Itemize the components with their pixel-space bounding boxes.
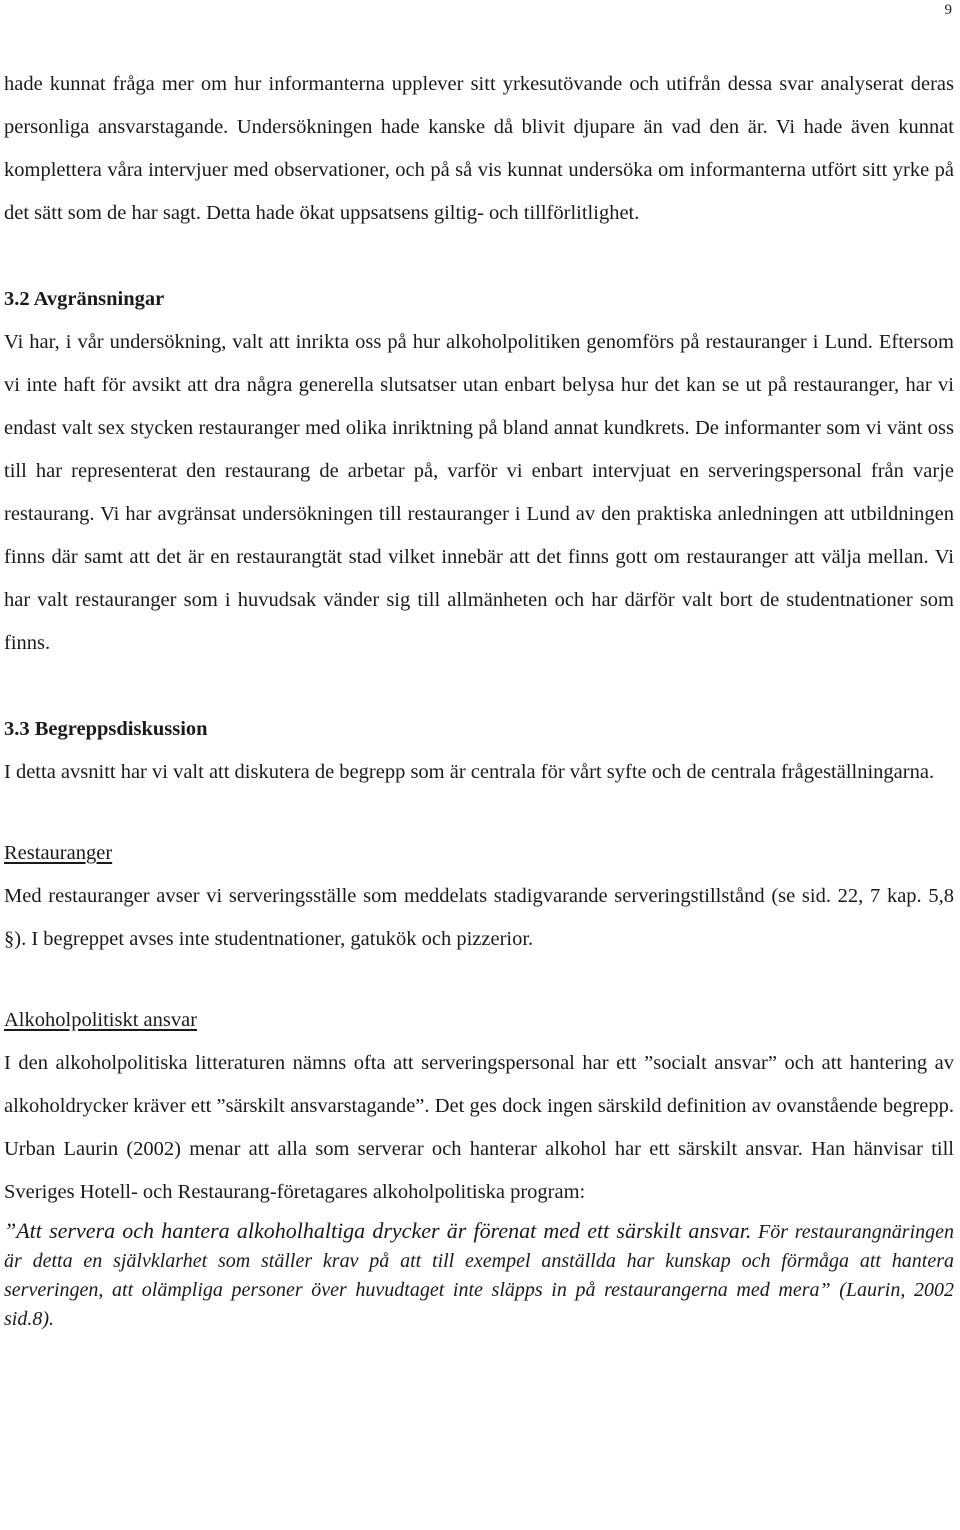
quote-rest: För restaurangnäringen är detta en självklarhet som ställer krav på att till exempel anställda har kunskap och förmåga att hantera serveringen, att olämpliga personer över huvudtaget inte släpps in på restaurangerna med mera” (Laurin, 2002 sid.8). xyxy=(4,1221,954,1330)
page-content xyxy=(4,63,954,1334)
term-restauranger xyxy=(4,832,954,961)
block-quote xyxy=(4,1216,954,1334)
intro-paragraph: hade kunnat fråga mer om hur informanterna upplever sitt yrkesutövande och utifrån dessa svar analyserat deras personliga ansvarstagande. Undersökningen hade kanske då blivit djupare än vad den är. Vi hade även kunnat komplettera våra intervjuer med observationer, och på så vis kunnat undersöka om informanterna utfört sitt yrke på det sätt som de har sagt. Detta hade ökat uppsatsens giltig- och tillförlitlighet. xyxy=(4,73,954,224)
section-paragraph-begreppsdiskussion: I detta avsnitt har vi valt att diskutera de begrepp som är centrala för vårt syfte och de centrala frågeställningarna. xyxy=(4,761,935,783)
section-begreppsdiskussion xyxy=(4,708,954,794)
term-paragraph-alkoholpolitiskt-ansvar: I den alkoholpolitiska litteraturen nämns ofta att serveringspersonal har ett ”socialt ansvar” och att hantering av alkoholdrycker kräver ett ”särskilt ansvarstagande”. Det ges dock ingen särskild definition av ovanstående begrepp. Urban Laurin (2002) menar att alla som serverar och hanterar alkohol har ett särskilt ansvar. Han hänvisar till Sveriges Hotell- och Restaurang-företagares alkoholpolitiska program: xyxy=(4,1052,954,1203)
section-heading-avgransningar: 3.2 Avgränsningar xyxy=(4,288,165,310)
term-title-alkoholpolitiskt-ansvar: Alkoholpolitiskt ansvar xyxy=(4,1009,198,1031)
page-number: 9 xyxy=(944,2,952,18)
section-avgransningar xyxy=(4,278,954,665)
term-alkoholpolitiskt-ansvar xyxy=(4,999,954,1334)
quote-lead: ”Att servera och hantera alkoholhaltiga drycker är förenat med ett särskilt ansvar. xyxy=(4,1218,752,1243)
term-title-restauranger: Restauranger xyxy=(4,842,113,864)
term-paragraph-restauranger: Med restauranger avser vi serveringsställe som meddelats stadigvarande serveringstillstånd (se sid. 22, 7 kap. 5,8 §). I begreppet avses inte studentnationer, gatukök och pizzerior. xyxy=(4,885,954,950)
section-paragraph-avgransningar: Vi har, i vår undersökning, valt att inrikta oss på hur alkoholpolitiken genomförs på restauranger i Lund. Eftersom vi inte haft för avsikt att dra några generella slutsatser utan enbart belysa hur det kan se ut på restauranger, har vi endast valt sex stycken restauranger med olika inriktning på bland annat kundkrets. De informanter som vi vänt oss till har representerat den restaurang de arbetar på, varför vi enbart intervjuat en serveringspersonal från varje restaurang. Vi har avgränsat undersökningen till restauranger i Lund av den praktiska anledningen att utbildningen finns där samt att det är en restaurangtät stad vilket innebär att det finns gott om restauranger att välja mellan. Vi har valt restauranger som i huvudsak vänder sig till allmänheten och har därför valt bort de studentnationer som finns. xyxy=(4,331,954,654)
section-heading-begreppsdiskussion: 3.3 Begreppsdiskussion xyxy=(4,718,208,740)
